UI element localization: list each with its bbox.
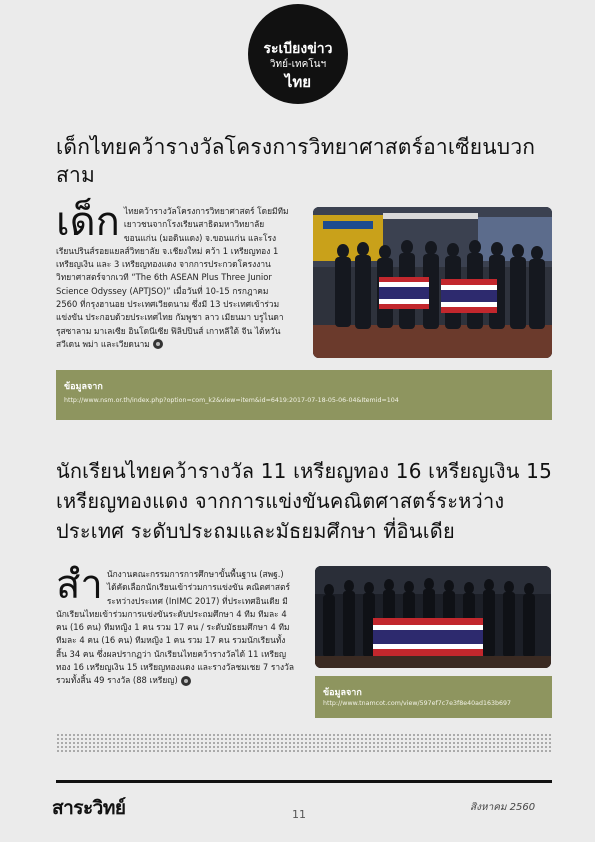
footer-rule: [56, 780, 552, 783]
issue-date: สิงหาคม 2560: [470, 802, 536, 813]
section-title-line1: ระเบียงข่าว: [263, 41, 333, 57]
article1-headline: เด็กไทยคว้ารางวัลโครงการวิทยาศาสตร์อาเซียนบวกสาม: [56, 135, 536, 187]
article-end-icon: [153, 339, 163, 349]
article2-dropcap: สำ: [56, 562, 103, 608]
dotted-divider: [56, 733, 552, 753]
article1-photo: [313, 207, 552, 358]
article1-source-box: [56, 370, 552, 420]
article2-source-link[interactable]: http://www.tnamcot.com/view/597ef7c7e3f8e40ad163b697: [323, 700, 512, 707]
section-title-line3: ไทย: [284, 73, 312, 91]
team-photo-illustration: [313, 207, 552, 358]
article1-dropcap: เด็ก: [56, 199, 120, 245]
article2-source-label: ข้อมูลจาก: [323, 688, 362, 698]
article2-source-box: [315, 676, 552, 718]
article1-source-label: ข้อมูลจาก: [64, 382, 103, 392]
students-photo-illustration: [315, 566, 551, 668]
article2-body-text: นักงานคณะกรรมการการศึกษาขั้นพื้นฐาน (สพฐ.) ได้คัดเลือกนักเรียนเข้าร่วมการแข่งขัน คณิตศาสตร์ระหว่างประเทศ (InIMC 2017) ที่ประเทศอินเดีย มีนักเรียนไทยเข้าร่วมการแข่งขันระดับประถมศึกษา 4 ทีม ทีมละ 4 คน (16 คน) ทีมหญิง 1 คน รวม 17 คน / ระดับมัธยมศึกษา 4 ทีม ทีมละ 4 คน (16 คน) ทีมหญิง 1 คน รวม 17 คน รวมนักเรียนทั้งสิ้น 34 คน ซึ่งผลปรากฏว่า นักเรียนไทยคว้ารางวัลได้ 11 เหรียญทอง 16 เหรียญเงิน 15 เหรียญทองแดง และรางวัลชมเชย 7 รางวัล รวมทั้งสิ้น 49 รางวัล (88 เหรียญ): [56, 569, 294, 686]
article2-headline: นักเรียนไทยคว้ารางวัล 11 เหรียญทอง 16 เหรียญเงิน 15 เหรียญทองแดง จากการแข่งขันคณิตศาสตร์ระหว่างประเทศ ระดับประถมและมัธยมศึกษา ที่อินเดีย: [56, 459, 552, 543]
article2-body: [56, 562, 294, 688]
article-end-icon: [181, 676, 191, 686]
article2-photo: [315, 566, 551, 668]
article1-body: [56, 199, 292, 351]
article1-source-link[interactable]: http://www.nsm.or.th/index.php?option=com_k2&view=item&id=6419:2017-07-18-05-06-04&Itemid=104: [64, 397, 399, 404]
page-number: 11: [292, 808, 306, 821]
magazine-logo: สาระวิทย์: [52, 797, 126, 819]
section-badge: [248, 4, 348, 104]
section-title-line2: วิทย์-เทคโนฯ: [269, 59, 327, 70]
article1-body-text: ไทยคว้ารางวัลโครงการวิทยาศาสตร์ โดยมีทีมเยาวชนจากโรงเรียนสาธิตมหาวิทยาลัยขอนแก่น (มอดินแดง) จ.ขอนแก่น และโรงเรียนปรินส์รอยแยลส์วิทยาลัย จ.เชียงใหม่ คว้า 1 เหรียญทอง 1 เหรียญเงิน และ 3 เหรียญทองแดง จากการประกวดโครงงานวิทยาศาสตร์จากเวที “The 6th ASEAN Plus Three Junior Science Odyssey (APTJSO)” เมื่อวันที่ 10-15 กรกฎาคม 2560 ที่กรุงฮานอย ประเทศเวียดนาม ซึ่งมี 13 ประเทศเข้าร่วมแข่งขัน ประกอบด้วยประเทศไทย กัมพูชา ลาว เมียนมา บรูไนดารุสซาลาม มาเลเซีย อินโดนีเซีย ฟิลิปปินส์ เกาหลีใต้ จีน ไต้หวัน สวีเดน พม่า และเวียดนาม: [56, 206, 289, 349]
